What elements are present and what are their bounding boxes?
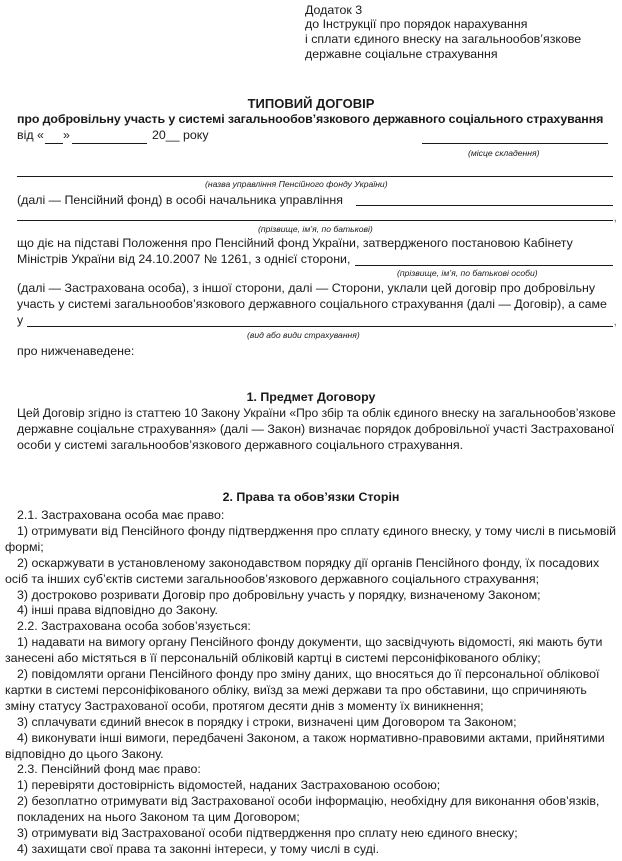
section-2-line: 3) сплачувати єдиний внесок в порядку і строки, визначені цим Договором та Законом;: [17, 714, 517, 729]
section-2-line: 4) виконувати інші вимоги, передбачені Законом, а також нормативно-правовими актами, прийнятими: [17, 730, 605, 745]
section-2-line: покладених на нього Законом та цим Договором;: [17, 810, 300, 825]
section-2-line: 2) оскаржувати в установленому законодавством порядку дії органів Пенсійного фонду, їх посадових: [17, 555, 600, 570]
section-2-line: формі;: [5, 539, 44, 554]
section-2-line: зміну статусу Застрахованої особи, протягом десяти днів з моменту їх виникнення;: [5, 698, 484, 713]
section-2-line: 3) отримувати від Застрахованої особи підтвердження про сплату нею єдиного внеску;: [17, 826, 518, 840]
section-2-line: 4) захищати свої права та законні інтереси, у тому числі в суді.: [17, 841, 380, 856]
basis-line-2: Міністрів України від 24.10.2007 № 1261, з однієї сторони,: [17, 252, 351, 266]
person-name-blank: [355, 265, 613, 266]
comma: ,: [614, 210, 617, 224]
section-1-line: особи у системі загальнообов’язкового державного соціального страхування.: [17, 438, 464, 452]
insurance-type-caption: (вид або види страхування): [247, 330, 360, 340]
person-name-caption: (прізвище, ім’я, по батькові особи): [397, 268, 538, 278]
insured-line-1: (далі — Застрахована особа), з іншої сторони, далі — Сторони, уклали цей договір про добровільну: [17, 281, 596, 295]
section-2-line: картки в системі персоніфікованого обліку, виїзд за межі держави та про обставини, що спричиняють: [5, 682, 587, 697]
section-1-line: державне соціальне страхування» (далі — Закон) визначає порядок добровільної участі Застрахованої: [17, 422, 615, 436]
date-month-blank: [72, 143, 147, 144]
fund-name-blank: [17, 176, 613, 177]
section-1-line: Цей Договір згідно із статтею 10 Закону України «Про збір та облік єдиного внеску на загальнообов’язкове: [17, 406, 616, 420]
section-2-line: відповідно до цього Закону.: [5, 746, 164, 761]
section-2-line: 2.3. Пенсійний фонд має право:: [17, 762, 201, 777]
head-name-caption: (прізвище, ім’я, по батькові): [258, 224, 373, 234]
place-blank: [422, 143, 608, 144]
section-2-title: 2. Права та обов’язки Сторін: [222, 490, 400, 504]
appendix-line-2: до Інструкції про порядок нарахування: [305, 17, 528, 31]
section-1-title: 1. Предмет Договору: [246, 390, 376, 404]
head-name-blank-1: [356, 205, 613, 206]
insurance-type-blank: [27, 326, 613, 327]
appendix-line-3: і сплати єдиного внеску на загальнообов’язкове: [305, 32, 582, 46]
head-name-blank-2: [17, 220, 613, 221]
appendix-line-4: державне соціальне страхування: [305, 47, 498, 61]
basis-line-1: що діє на підставі Положення про Пенсійний фонд України, затвердженого постановою Кабінету: [17, 236, 573, 250]
document-title: ТИПОВИЙ ДОГОВІР: [247, 96, 375, 111]
section-2-line: 3) достроково розривати Договір про добровільну участь у порядку, визначеному Законом;: [17, 587, 541, 602]
fund-representative-text: (далі — Пенсійний фонд) в особі начальника управління: [17, 193, 343, 207]
date-quote-close: »: [63, 128, 70, 142]
date-year: 20__ року: [152, 128, 209, 142]
date-prefix: від «: [17, 128, 44, 142]
date-day-blank: [45, 143, 63, 144]
comma: ,: [614, 314, 617, 328]
section-2-line: 2) повідомляти органи Пенсійного фонду про зміну даних, що вносяться до її персональної облікової: [17, 667, 600, 681]
insured-line-2: участь у системі загальнообов’язкового державного соціального страхування (далі — Договір), а саме: [17, 297, 607, 311]
section-2-line: 1) отримувати від Пенсійного фонду підтвердження про сплату єдиного внеску, у тому числі в письмовій: [17, 523, 617, 538]
section-2-line: 1) перевіряти достовірність відомостей, наданих Застрахованою особою;: [17, 778, 441, 793]
section-2-line: 2.2. Застрахована особа зобов’язується:: [17, 619, 251, 634]
section-2-line: 1) надавати на вимогу органу Пенсійного фонду документи, що засвідчують відомості, які мають бути: [17, 635, 603, 650]
section-2-line: 2.1. Застрахована особа має право:: [17, 508, 225, 522]
section-2-line: 4) інші права відповідно до Закону.: [17, 603, 218, 618]
document-subtitle: про добровільну участь у системі загальнообов’язкового державного соціального страхування: [17, 112, 604, 126]
fund-name-caption: (назва управління Пенсійного фонду України): [205, 179, 388, 189]
appendix-line-1: Додаток 3: [305, 3, 363, 17]
section-2-line: 2) безоплатно отримувати від Застрахованої особи інформацію, необхідну для виконання обов’язків,: [17, 794, 600, 809]
below-text: про нижченаведене:: [17, 344, 135, 358]
place-caption: (місце складення): [468, 148, 540, 158]
section-2-line: занесені або містяться в її персональній обліковій картці в системі персоніфікованого обліку;: [5, 651, 541, 666]
insured-line-3-prefix: у: [17, 313, 24, 327]
section-2-line: осіб та інших суб’єктів системи загальнообов’язкового державного соціального страхування;: [5, 571, 540, 586]
